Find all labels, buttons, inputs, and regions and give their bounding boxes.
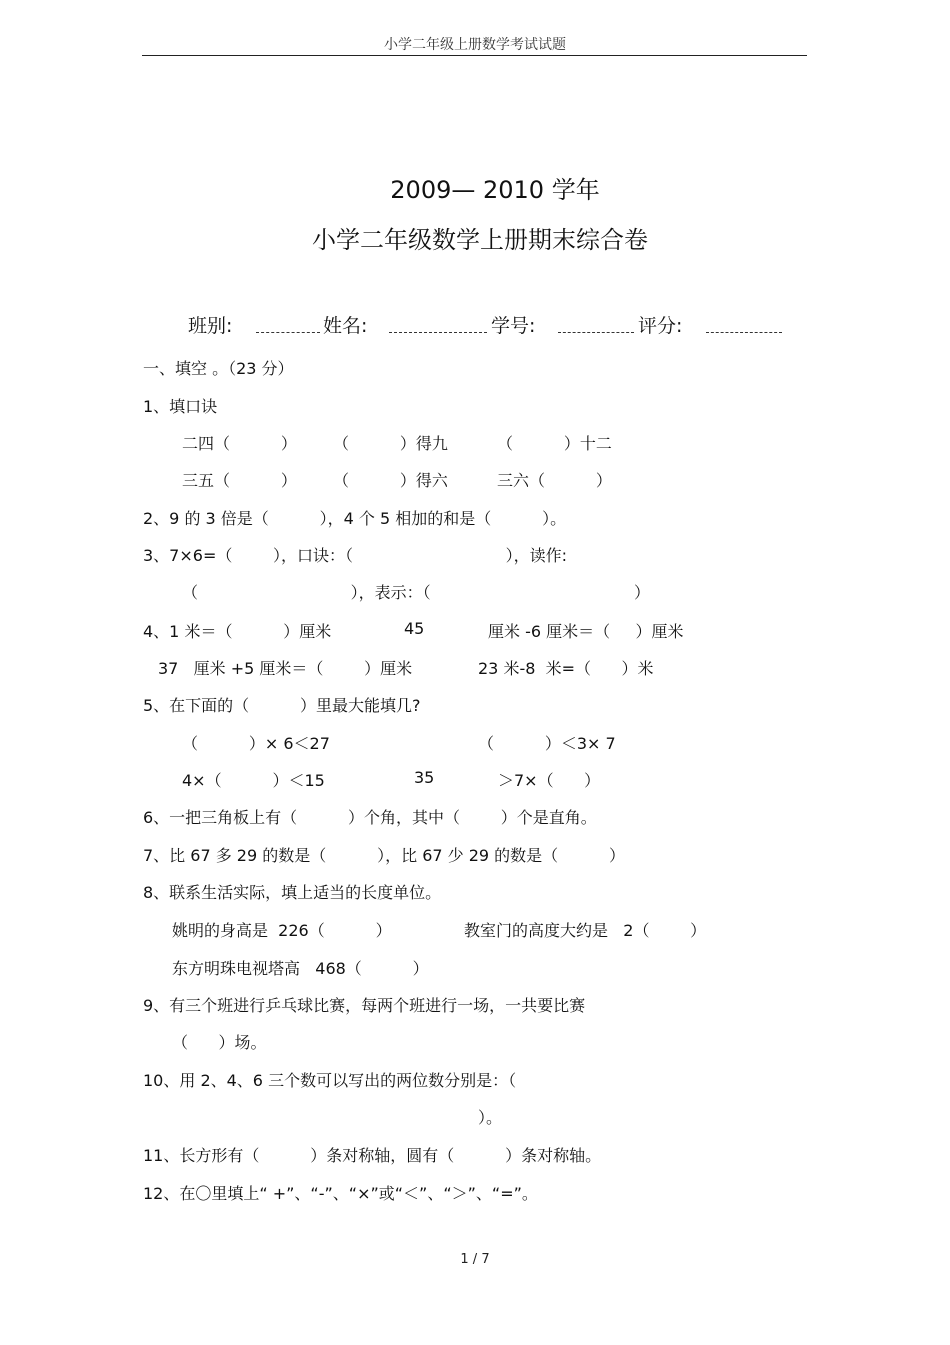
- question-2: 2、9 的 3 倍是（ ），4 个 5 相加的和是（ ）。: [143, 509, 567, 528]
- field-class-blank[interactable]: [256, 332, 320, 333]
- question-12: 12、在〇里填上“ +”、“-”、“×”或“＜”、“＞”、“=”。: [143, 1184, 538, 1203]
- field-number-label: 学号:: [491, 315, 536, 337]
- field-score-blank[interactable]: [706, 332, 782, 333]
- q5-item: ＞7×（ ）: [498, 771, 601, 790]
- page-number: 1 / 7: [460, 1252, 490, 1267]
- q5-item: 35: [414, 768, 435, 787]
- question-6: 6、一把三角板上有（ ）个角，其中（ ）个是直角。: [143, 808, 597, 827]
- question-3: 3、7×6=（ ），口诀：（ ），读作:: [143, 546, 568, 565]
- question-4-c: 厘米 -6 厘米＝（ ）厘米: [488, 622, 684, 641]
- question-4-e: 23 米-8 米=（ ）米: [478, 659, 654, 678]
- question-7: 7、比 67 多 29 的数是（ ），比 67 少 29 的数是（ ）: [143, 846, 626, 865]
- question-5: 5、在下面的（ ）里最大能填几?: [143, 696, 421, 715]
- q1-item: （ ）十二: [497, 434, 612, 453]
- q8-item: 教室门的高度大约是 2（ ）: [464, 921, 707, 940]
- q8-item: 姚明的身高是 226（ ）: [172, 921, 392, 940]
- question-1: 1、填口诀: [143, 397, 218, 416]
- question-8: 8、联系生活实际，填上适当的长度单位。: [143, 883, 442, 902]
- q5-item: （ ）× 6＜27: [182, 734, 330, 753]
- q5-item: （ ）＜3× 7: [478, 734, 616, 753]
- q1-item: （ ）得六: [333, 471, 448, 490]
- question-4-a: 4、1 米＝（ ）厘米: [143, 622, 332, 641]
- field-class-label: 班别:: [188, 315, 233, 337]
- question-9: 9、有三个班进行乒乓球比赛，每两个班进行一场，一共要比赛: [143, 996, 586, 1015]
- q1-item: 二四（ ）: [182, 434, 297, 453]
- question-4-b: 45: [404, 619, 425, 638]
- header-rule: [142, 55, 807, 56]
- field-score-label: 评分:: [638, 315, 683, 337]
- q1-item: 三六（ ）: [497, 471, 612, 490]
- page-header: 小学二年级上册数学考试试题: [384, 37, 566, 53]
- section-heading: 一、填空 。（23 分）: [143, 359, 294, 378]
- question-3-cont: （ ），表示：（ ）: [182, 583, 651, 602]
- field-number-blank[interactable]: [558, 332, 634, 333]
- field-name-label: 姓名:: [323, 315, 368, 337]
- q8-item: 东方明珠电视塔高 468（ ）: [172, 959, 429, 978]
- q5-item: 4×（ ）＜15: [182, 771, 325, 790]
- question-10: 10、用 2、4、6 三个数可以写出的两位数分别是：（: [143, 1071, 517, 1090]
- field-name-blank[interactable]: [389, 332, 487, 333]
- q1-item: （ ）得九: [333, 434, 448, 453]
- question-9-cont: （ ）场。: [172, 1033, 267, 1052]
- question-4-d: 37 厘米 +5 厘米＝（ ）厘米: [158, 659, 413, 678]
- title-main: 小学二年级数学上册期末综合卷: [312, 226, 648, 254]
- q1-item: 三五（ ）: [182, 471, 297, 490]
- title-year: 2009— 2010 学年: [390, 176, 600, 204]
- question-10-cont: ）。: [478, 1108, 503, 1127]
- question-11: 11、长方形有（ ）条对称轴，圆有（ ）条对称轴。: [143, 1146, 602, 1165]
